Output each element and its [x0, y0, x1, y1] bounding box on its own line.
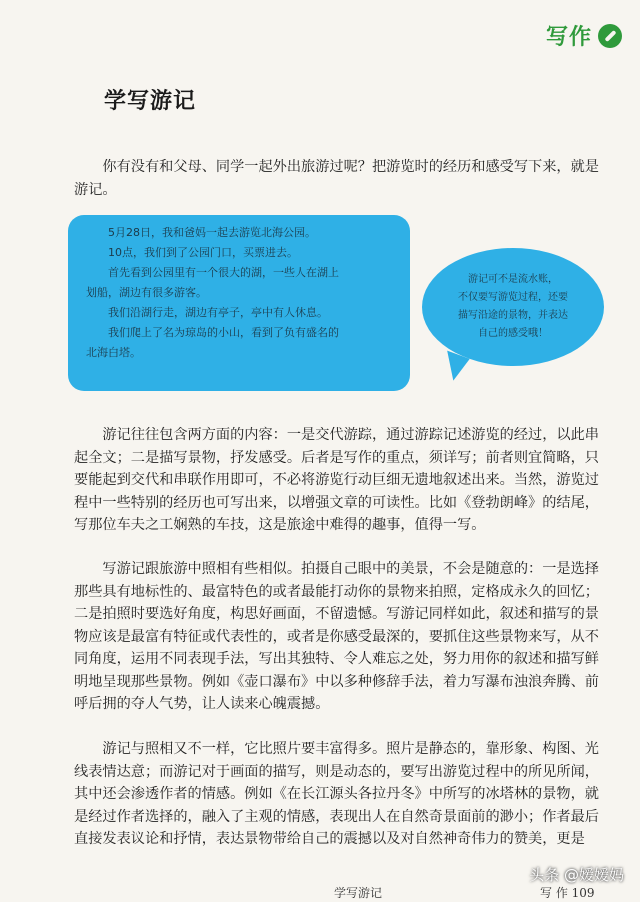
- diary-line: 10点，我们到了公园门口，买票进去。: [108, 246, 298, 259]
- body-paragraph-1: 游记往往包含两方面的内容：一是交代游踪，通过游踪记述游览的经过，以此串起全文；二是描写景物，抒发感受。后者是写作的重点，须详写；前者则宜简略，只要能起到交代和串联作用即可，不必将游览行动巨细无遗地叙述出来。当然，游览过程中一些特别的经历也可写出来，以增强文章的可读性。比如《登勃朗峰》的结尾，写那位车夫之工娴熟的车技，这是旅途中难得的趣事，值得一写。: [74, 427, 599, 533]
- section-label: 写作: [545, 25, 592, 50]
- footer-page-number: 写 作 109: [540, 886, 595, 900]
- watermark: 头条 @嫒嫒妈: [529, 866, 624, 884]
- section-tag: [546, 20, 622, 51]
- pen-icon: [598, 24, 622, 48]
- diary-line: 5月28日，我和爸妈一起去游览北海公园。: [108, 226, 316, 239]
- diary-line: 划船，湖边有很多游客。: [86, 286, 207, 299]
- tip-line: 不仅要写游览过程，还要: [458, 292, 568, 303]
- tip-bubble: [422, 248, 604, 366]
- diary-line: 我们沿湖行走，湖边有亭子，亭中有人休息。: [108, 306, 328, 319]
- diary-line: 我们爬上了名为琼岛的小山，看到了负有盛名的: [108, 326, 339, 339]
- body-paragraph-2: 写游记跟旅游中照相有些相似。拍摄自己眼中的美景，不会是随意的：一是选择那些具有地标性的、最富特色的或者最能打动你的景物来拍照，定格成永久的回忆；二是拍照时要选好角度，构思好画面，不留遗憾。写游记同样如此，叙述和描写的景物应该是最富有特征或代表性的，或者是你感受最深的，要抓住这些景物来写，从不同角度，运用不同表现手法，写出其独特、令人难忘之处，努力用你的叙述和描写鲜明地呈现那些景物。例如《壶口瀑布》中以多种修辞手法，着力写瀑布浊浪奔腾、前呼后拥的夺人气势，让人读来心魄震撼。: [74, 561, 599, 712]
- tip-line: 游记可不是流水账，: [468, 274, 558, 285]
- diary-line: 北海白塔。: [86, 346, 141, 359]
- diary-line: 首先看到公园里有一个很大的湖，一些人在湖上: [108, 266, 339, 279]
- intro-paragraph: 你有没有和父母、同学一起外出旅游过呢？把游览时的经历和感受写下来，就是游记。: [74, 159, 599, 198]
- diary-box: [68, 215, 410, 391]
- page-title: 学写游记: [104, 89, 197, 114]
- footer-section-title: 学写游记: [334, 886, 383, 900]
- tip-line: 自己的感受哦！: [478, 328, 548, 339]
- tip-line: 描写沿途的景物，并表达: [458, 310, 568, 321]
- body-paragraph-3: 游记与照相又不一样，它比照片要丰富得多。照片是静态的，靠形象、构图、光线表情达意；而游记对于画面的描写，则是动态的，要写出游览过程中的所见所闻，其中还会渗透作者的情感。例如《在长江源头各拉丹冬》中所写的冰塔林的景物，就是经过作者选择的，融入了主观的情感，表现出人在自然奇景面前的渺小；作者最后直接发表议论和抒情，表达景物带给自己的震撼以及对自然神奇伟力的赞美，更是: [74, 741, 599, 847]
